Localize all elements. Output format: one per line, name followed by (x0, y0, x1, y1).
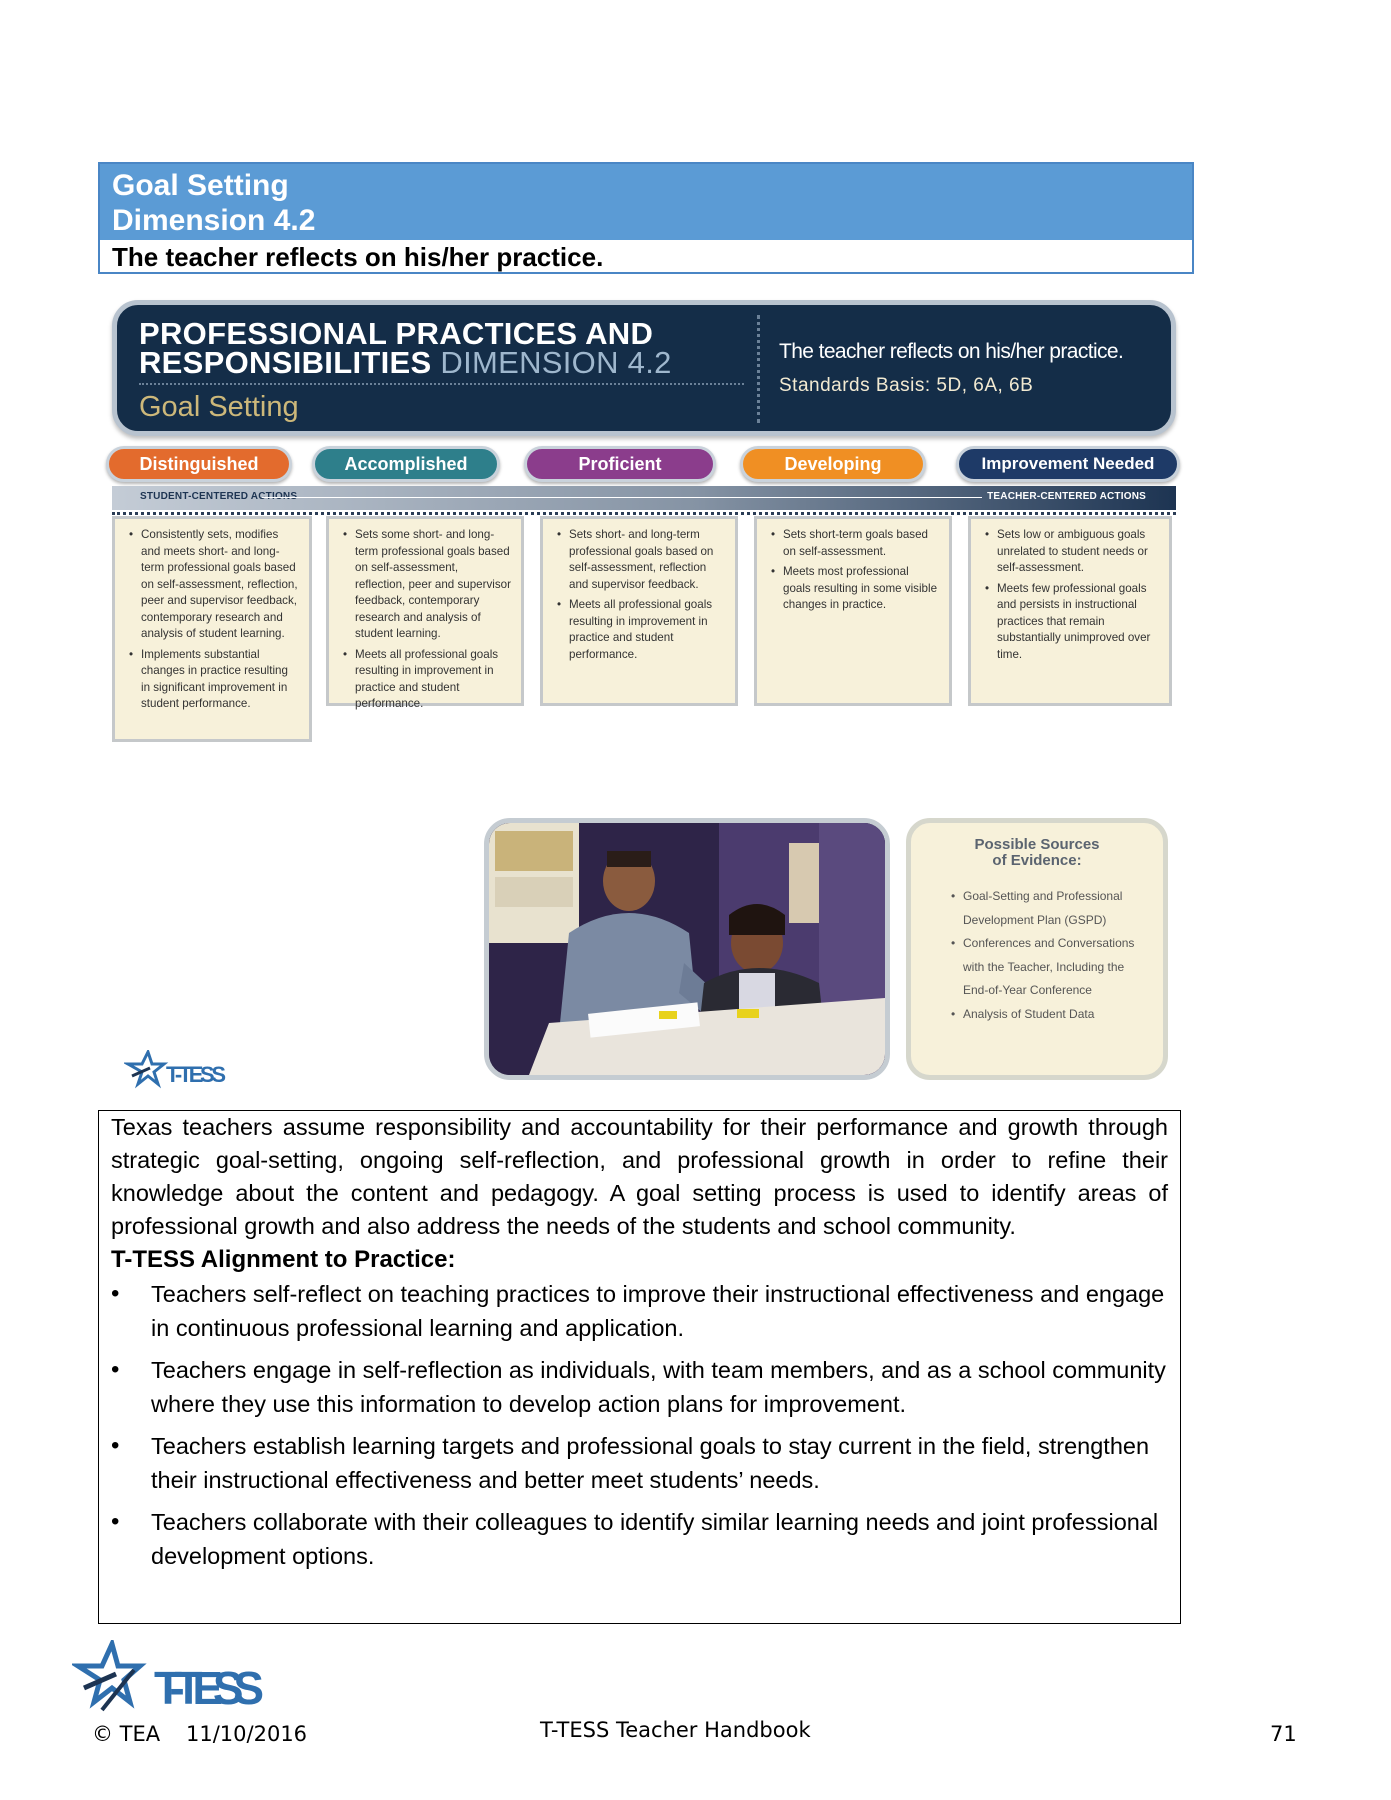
logo-wordmark: T-TESS (166, 1062, 226, 1087)
rubric-descriptor: • Sets short- and long-term professional goals based on self-assessment, reflection and supervisor feedback. (557, 527, 725, 593)
banner-title-bold: RESPONSIBILITIES (139, 345, 432, 380)
banner-title-dimension: DIMENSION 4.2 (440, 345, 672, 380)
evidence-item: • Goal-Setting and Professional Development Plan (GSPD) (951, 885, 1151, 932)
banner-title-line1: PROFESSIONAL PRACTICES AND (139, 316, 654, 351)
evidence-title-line2: of Evidence: (992, 852, 1082, 869)
rubric-descriptor: • Meets all professional goals resulting in improvement in practice and student performance. (557, 597, 725, 663)
evidence-item: • Analysis of Student Data (951, 1003, 1151, 1027)
logo-wordmark: T-TESS (154, 1662, 264, 1714)
intro-paragraph: Texas teachers assume responsibility and accountability for their performance and growth through strategic goal-setting, ongoing self-reflection, and professional growth in order to refine their knowledge about the content and pedagogy. A goal setting process is used to identify areas of professional growth and also address the needs of the students and school community. (111, 1114, 1168, 1239)
rubric-banner (112, 300, 1176, 436)
evidence-title (911, 837, 1163, 869)
header-title-band (100, 164, 1192, 240)
action-continuum-bar (112, 486, 1176, 510)
rubric-column-proficient (540, 516, 738, 706)
page-title: Goal Setting (112, 169, 289, 202)
rubric-descriptor: • Sets short-term goals based on self-assessment. (771, 527, 939, 560)
t-tess-logo-footer (72, 1640, 272, 1716)
rubric-column-distinguished (112, 516, 312, 742)
evidence-title-line1: Possible Sources (974, 836, 1100, 853)
rubric-column-improvement-needed (968, 516, 1172, 706)
alignment-bullet: • Teachers self-reflect on teaching practices to improve their instructional effectiveness and engage in continuous professional learning and application. (111, 1277, 1168, 1345)
page-number: 71 (1270, 1722, 1297, 1746)
footer-date: 11/10/2016 (186, 1722, 308, 1746)
rubric-column-developing (754, 516, 952, 706)
rubric-descriptor: • Consistently sets, modifies and meets short- and long-term professional goals based on self-assessment, reflection, peer and supervisor feedback, contemporary research and analysis of student learning. (129, 527, 299, 643)
rubric-dotted-rule (112, 512, 1176, 515)
banner-divider (139, 383, 744, 385)
footer-copyright: © TEA (92, 1722, 161, 1746)
alignment-bullet: • Teachers establish learning targets and professional goals to stay current in the field, strengthen their instructional effectiveness and better meet students’ needs. (111, 1429, 1168, 1497)
dimension-header (98, 162, 1194, 274)
level-pill-improvement-needed: Improvement Needed (956, 446, 1180, 482)
banner-goal-setting: Goal Setting (139, 391, 299, 423)
banner-vertical-divider (757, 315, 760, 423)
rubric-graphic (104, 298, 1184, 748)
alignment-bullet: • Teachers engage in self-reflection as individuals, with team members, and as a school community where they use this information to develop action plans for improvement. (111, 1353, 1168, 1421)
rubric-column-accomplished (326, 516, 524, 710)
banner-standards: Standards Basis: 5D, 6A, 6B (779, 375, 1034, 396)
dimension-statement: The teacher reflects on his/her practice. (112, 242, 604, 272)
level-pill-accomplished: Accomplished (312, 446, 500, 482)
rubric-descriptor: • Sets some short- and long-term professional goals based on self-assessment, reflection, peer and supervisor feedback, contemporary research and analysis of student learning. (343, 527, 511, 643)
banner-statement: The teacher reflects on his/her practice. (779, 340, 1124, 363)
t-tess-logo-small (124, 1050, 234, 1090)
evidence-item: • Conferences and Conversations with the Teacher, Including the End-of-Year Conference (951, 932, 1151, 1003)
rubric-descriptor: • Meets most professional goals resulting in some visible changes in practice. (771, 564, 939, 614)
evidence-sources-box (906, 818, 1168, 1080)
star-logo-icon (72, 1640, 272, 1716)
alignment-bullets (111, 1277, 1168, 1573)
level-pill-developing: Developing (740, 446, 926, 482)
footer-title: T-TESS Teacher Handbook (540, 1718, 811, 1742)
alignment-bullet: • Teachers collaborate with their colleagues to identify similar learning needs and joint professional development options. (111, 1505, 1168, 1573)
student-centered-label: STUDENT-CENTERED ACTIONS (140, 491, 298, 502)
alignment-heading: T-TESS Alignment to Practice: (111, 1246, 456, 1273)
star-logo-icon (124, 1050, 234, 1090)
rubric-descriptor: • Sets low or ambiguous goals unrelated to student needs or self-assessment. (985, 527, 1159, 577)
level-pill-proficient: Proficient (524, 446, 716, 482)
rubric-descriptor: • Meets all professional goals resulting in improvement in practice and student performance. (343, 647, 511, 713)
continuum-arrow (262, 497, 982, 498)
teacher-centered-label: TEACHER-CENTERED ACTIONS (987, 491, 1146, 502)
level-pill-distinguished: Distinguished (106, 446, 292, 482)
banner-title-line2 (139, 345, 672, 380)
rubric-descriptor: • Implements substantial changes in practice resulting in significant improvement in student performance. (129, 647, 299, 713)
classroom-photo-illustration (489, 823, 885, 1075)
alignment-text-box (98, 1110, 1181, 1624)
rubric-descriptor: • Meets few professional goals and persists in instructional practices that remain substantially unimproved over time. (985, 581, 1159, 664)
classroom-photo (484, 818, 890, 1080)
banner-title (139, 316, 672, 380)
dimension-label: Dimension 4.2 (112, 204, 316, 237)
